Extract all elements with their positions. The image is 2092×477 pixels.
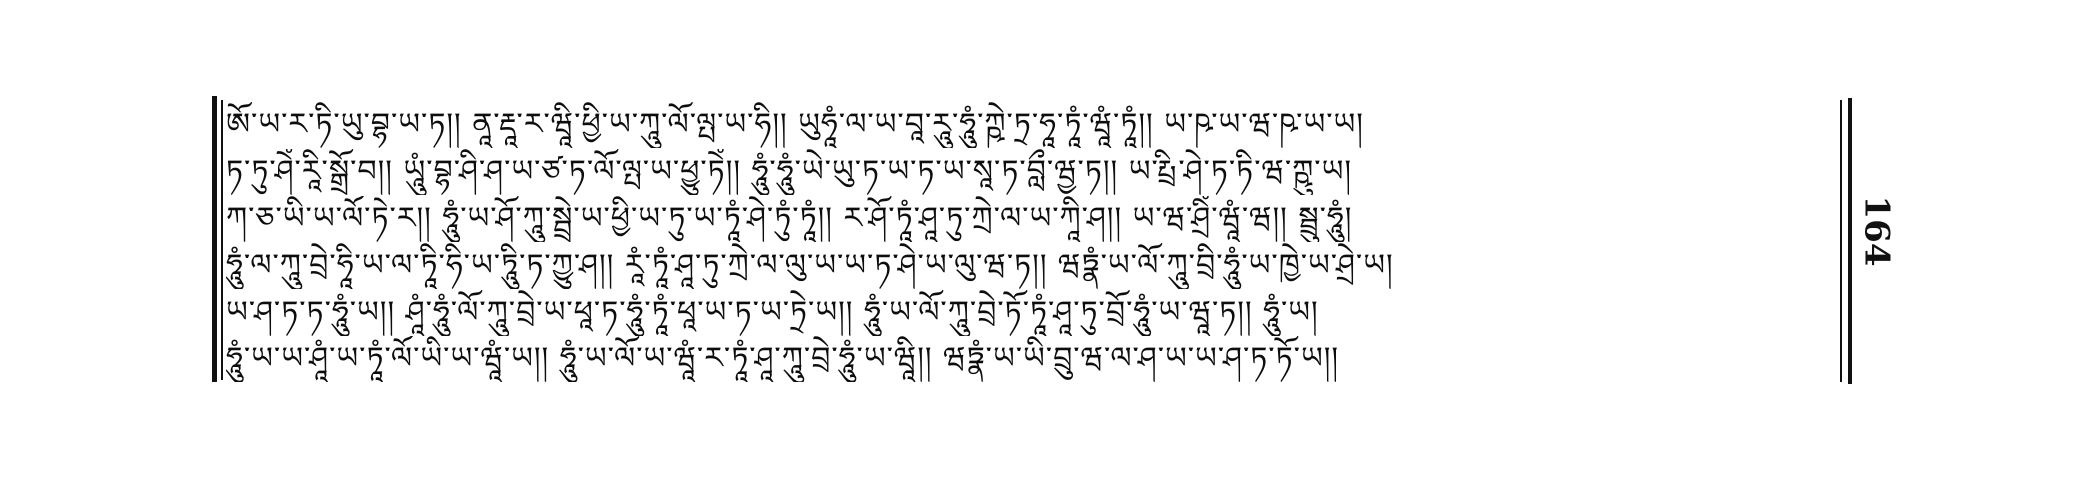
text-line-2 [226, 149, 1838, 195]
text-line-3-content: ཀ་ཅ་ཡི་ཡ་ལོ་ཏེ་ར།། ཧཱུཾ་ཡ་ཤོ་ཀཱུ་སྦྲེ་ཡ་ཕྱི་ཡ་ཏུ་ཡ་ཏཱཾ་ཤེ་ཏུཾ་ཏཱཾ།། ར་ཤོ་ཏཱཾ་ཤཱ་ཏུ་ཀྲེ་ལ་ཡ་ཀཱི་ཤ།། ཡ་ཝ་ཤྲིཾ་ཝཱཾ་ཝ།། སྦྲུ་ཧཱུཾ། [226, 201, 1353, 236]
text-block [226, 102, 1838, 382]
right-border-outer-rule [1848, 98, 1852, 384]
left-border-outer-rule [212, 96, 217, 382]
text-line-6-content: ཧཱུཾ་ཡ་ཡ་ཤཱཾ་ཡ་ཏཱཾ་ལོ་ཡི་ཡ་ཝཱཾ་ཡ།། ཧཱུཾ་ཡ་ལོ་ཡ་ཝཱཾ་ར་ཏཱཾ་ཤཱ་ཀཱུ་བྲེ་ཧཱུཾ་ཡ་ཝཱི།། ཝཏྣཾ་ཡ་ཡི་བྲུ་ཝ་ལ་ཤ་ཡ་ཡ་ཤ་ཏ་ཏོ་ཡ།། [226, 341, 1340, 376]
text-line-3 [226, 196, 1838, 242]
folio-number [1856, 195, 1897, 267]
text-line-4 [226, 243, 1838, 289]
text-line-5-content: ཡ་ཤ་ཏ་ཏ་ཧཱུཾ་ཡ།། ཤཱཾ་ཧཱུཾ་ལོ་ཀཱུ་བྲེ་ཡ་ཕཱ་ཏ་ཧཱུཾ་ཏཱཾ་ཕཱ་ཡ་ཏ་ཡ་ཏྲེ་ཡ།། ཧཱུཾ་ཡ་ལོ་ཀཱུ་བྲེ་ཏོ་ཏཱཾ་ཤཱ་ཏུ་བྲོ་ཧཱུཾ་ཡ་ཝཱ་ཏ།། ཧཱུཾ་ཡ། [226, 295, 1319, 330]
text-line-5 [226, 290, 1838, 336]
text-line-1 [226, 102, 1838, 148]
text-line-1-content: ཨོ་ཡ་ར་ཏི་ཡུ་བྷ་ཡ་ཏ།། ནཱ་རྡཱ་ར་ཝཱི་ཕྱི་ཡ་ཀཱུ་ལོ་ལྤ་ཡ་ཧི།། ཡུཧཱཾ་ལ་ཡ་བཱ་རཱུ་ཧཱུཾ་ཀྵེ་ཏྲ་ཧཱ་ཏཱཾ་ཝཱཾ་ཏཱཾ།། ཡ་ཥ་ཡ་ཝ་ཥ་ཡ་ཡ། [226, 107, 1364, 142]
left-border-inner-rule [221, 100, 223, 380]
text-line-2-content: ཏ་ཏུ་ཤེཾ་རཱི་སྒྲོ་བ།། ཡཱུཾ་བྷ་ཤི་ཤ་ཡ་ཙ་ཏ་ལོ་ལྤ་ཡ་ཕྱུ་ཏེཾ།། ཧཱུཾ་ཧཱུཾ་ཡེ་ཡུ་ཏ་ཡ་ཏ་ཡ་སཱ་ཏ་བླྀ་ཝྱ་ཏ།། ཡ་རྤྲི་ཤེ་ཏ་ཏི་ཝ་ཀྵུ་ཡ། [226, 154, 1353, 189]
text-line-4-content: ཧཱུཾ་ལ་ཀཱུ་བྲེ་ཧཱི་ཡ་ལ་ཏཱི་ཧི་ཡ་ཏཱིུ་ཏ་ཀྱུ་ཤ།། རཱཾ་ཏཱཾ་ཤཱ་ཏུ་ཀྲེ་ལ་ལུ་ཡ་ཡ་ཏ་ཤེ་ཡ་ལུ་ཝ་ཏ།། ཝཏྣཾ་ཡ་ལོ་ཀཱུ་བྲི་ཧཱུཾ་ཡ་ཁྱེ་ཡ་ཤྲེ་ཡ། [226, 248, 1394, 283]
text-line-6 [226, 336, 1838, 382]
folio-number-text: 164 [1856, 195, 1897, 267]
right-border-inner-rule [1840, 100, 1842, 382]
